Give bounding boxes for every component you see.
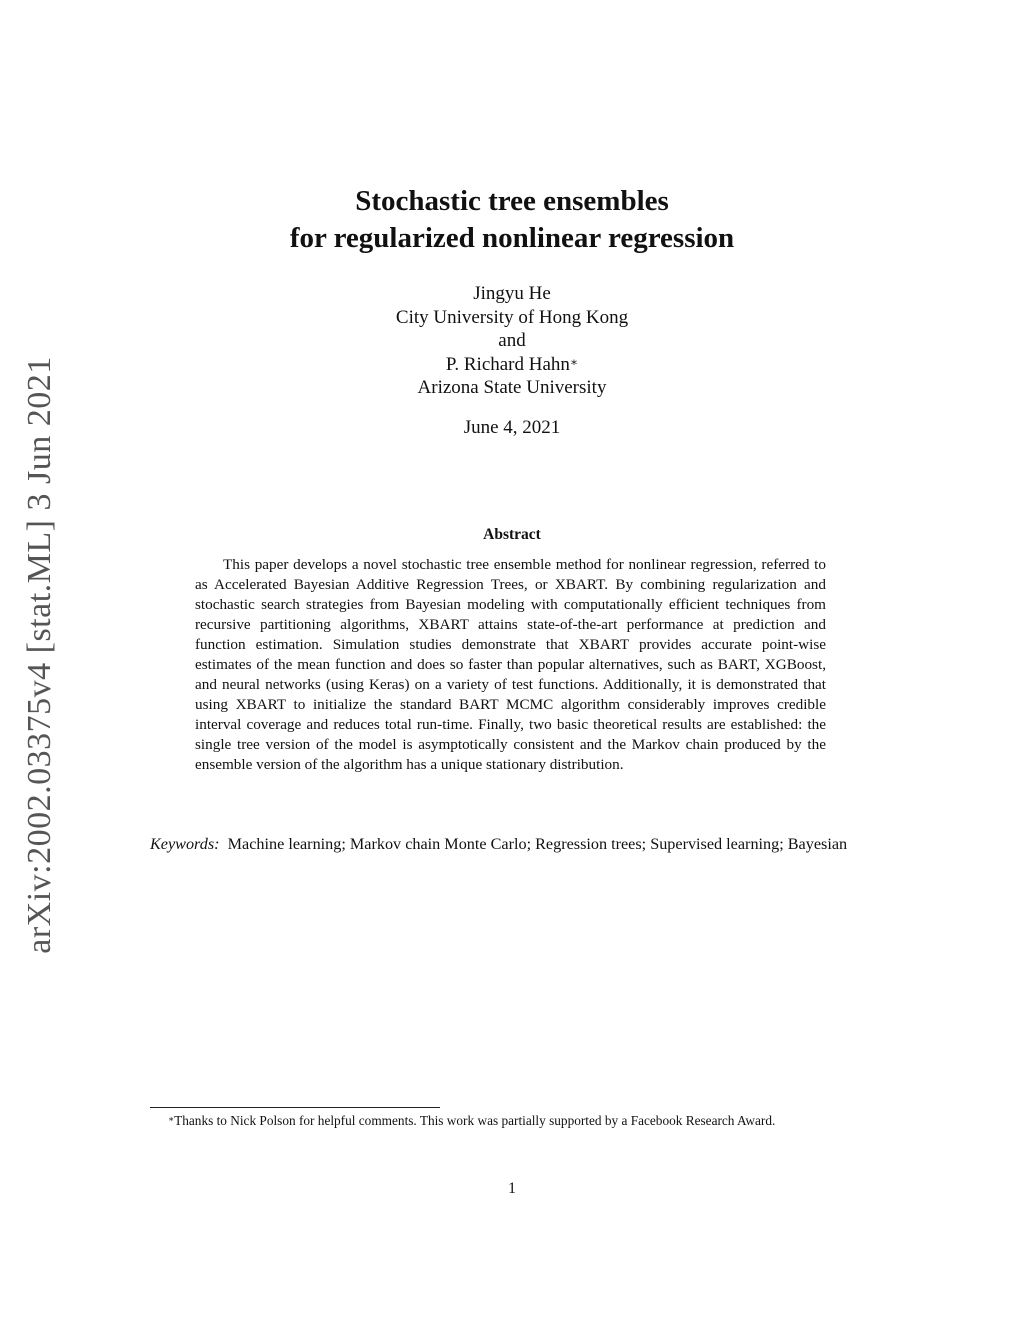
paper-title bbox=[0, 183, 1024, 257]
page-number: 1 bbox=[508, 1180, 516, 1197]
author-2-line bbox=[0, 353, 1024, 377]
author-2-name: P. Richard Hahn bbox=[445, 353, 570, 375]
title-line-1: Stochastic tree ensembles bbox=[355, 185, 669, 217]
author-block bbox=[0, 282, 1024, 400]
paper-date: June 4, 2021 bbox=[463, 417, 561, 438]
abstract-body: This paper develops a novel stochastic tree ensemble method for nonlinear regression, referred to as Accelerated Bayesian Additive Regression Trees, or XBART. By combining regularization and stochastic search strategies from Bayesian modeling with computationally efficient techniques from recursive partitioning algorithms, XBART attains state-of-the-art performance at prediction and function estimation. Simulation studies demonstrate that XBART provides accurate point-wise estimates of the mean function and does so faster than popular alternatives, such as BART, XGBoost, and neural networks (using Keras) on a variety of test functions. Additionally, it is demonstrated that using XBART to initialize the standard BART MCMC algorithm considerably improves credible interval coverage and reduces total run-time. Finally, two basic theoretical results are established: the single tree version of the model is asymptotically consistent and the Markov chain produced by the ensemble version of the algorithm has a unique stationary distribution. bbox=[195, 556, 826, 773]
keywords bbox=[150, 833, 871, 855]
author-2-footnote-mark: ∗ bbox=[569, 354, 579, 369]
footnote-text: Thanks to Nick Polson for helpful comments. This work was partially supported by a Facebook Research Award. bbox=[174, 1113, 776, 1128]
author-1-affiliation: City University of Hong Kong bbox=[395, 306, 629, 328]
footnote-mark: ∗ bbox=[168, 1114, 175, 1124]
arxiv-identifier-stamp: arXiv:2002.03375v4 [stat.ML] 3 Jun 2021 bbox=[21, 356, 58, 954]
author-2-affiliation: Arizona State University bbox=[417, 377, 607, 398]
title-line-2: for regularized nonlinear regression bbox=[289, 222, 735, 254]
author-1-name: Jingyu He bbox=[473, 283, 551, 304]
footnote bbox=[150, 1111, 871, 1130]
abstract-heading: Abstract bbox=[483, 526, 541, 543]
keywords-text: Machine learning; Markov chain Monte Carlo; Regression trees; Supervised learning; Bayesian bbox=[227, 835, 848, 853]
keywords-label: Keywords: bbox=[150, 835, 220, 853]
author-conjunction: and bbox=[498, 330, 526, 351]
footnote-divider bbox=[150, 1107, 440, 1108]
